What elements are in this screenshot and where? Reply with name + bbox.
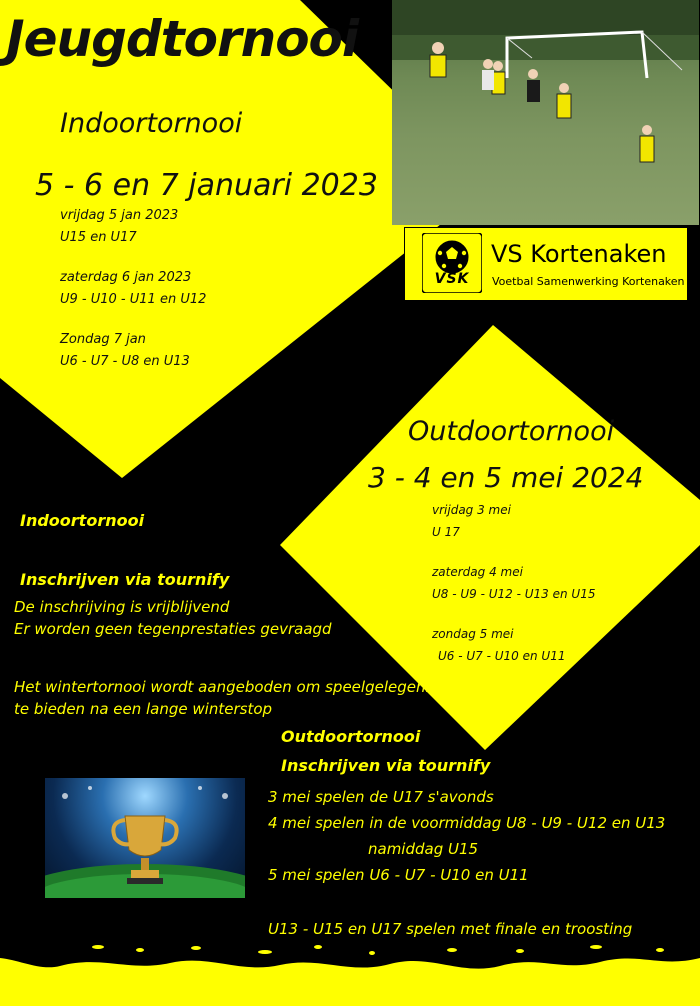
outdoor-dates: 3 - 4 en 5 mei 2024 xyxy=(368,461,644,494)
outdoor-info-line-3: namiddag U15 xyxy=(368,840,479,858)
club-subtitle: Voetbal Samenwerking Kortenaken xyxy=(492,275,685,288)
indoor-info-line-1: De inschrijving is vrijblijvend xyxy=(14,598,230,616)
indoor-schedule xyxy=(60,208,206,370)
indoor-info-lines xyxy=(14,596,332,640)
indoor-day-3: Zondag 7 jan xyxy=(60,332,146,347)
vsk-badge-text: VSK xyxy=(434,271,470,287)
poster-title: Jeugdtornooi xyxy=(6,10,359,68)
outdoor-info-line-1: 3 mei spelen de U17 s'avonds xyxy=(268,788,494,806)
outdoor-info-final: U13 - U15 en U17 spelen met finale en troosting xyxy=(268,920,633,938)
outdoor-heading: Outdoortornooi xyxy=(408,416,615,447)
indoor-heading: Indoortornooi xyxy=(60,108,243,139)
outdoor-schedule xyxy=(432,502,596,664)
outdoor-teams-1: U 17 xyxy=(432,525,460,539)
indoor-day-1: vrijdag 5 jan 2023 xyxy=(60,208,179,223)
club-name: VS Kortenaken xyxy=(491,240,667,268)
indoor-info-line-2: Er worden geen tegenprestaties gevraagd xyxy=(14,620,332,638)
indoor-info-note-1: Het wintertornooi wordt aangeboden om speelgelegenheid xyxy=(14,678,458,696)
indoor-info-note xyxy=(14,676,458,720)
indoor-day-2: zaterdag 6 jan 2023 xyxy=(60,270,192,285)
outdoor-info-line-2: 4 mei spelen in de voormiddag U8 - U9 - U12 en U13 xyxy=(268,814,666,832)
outdoor-info-line-4: 5 mei spelen U6 - U7 - U10 en U11 xyxy=(268,866,529,884)
outdoor-day-3: zondag 5 mei xyxy=(432,627,514,641)
outdoor-info-signup: Inschrijven via tournify xyxy=(281,756,491,775)
trophy-icon xyxy=(45,778,245,898)
outdoor-info-heading: Outdoortornooi xyxy=(281,727,421,746)
outdoor-info-lines xyxy=(268,784,665,888)
indoor-teams-1: U15 en U17 xyxy=(60,230,137,245)
outdoor-day-2: zaterdag 4 mei xyxy=(432,565,523,579)
indoor-info-heading: Indoortornooi xyxy=(20,511,145,530)
photo-illustration xyxy=(392,0,699,225)
indoor-dates: 5 - 6 en 7 januari 2023 xyxy=(35,168,378,203)
indoor-info-signup: Inschrijven via tournify xyxy=(20,570,230,589)
outdoor-day-1: vrijdag 3 mei xyxy=(432,503,511,517)
vsk-logo-box xyxy=(404,227,688,301)
outdoor-teams-3: U6 - U7 - U10 en U11 xyxy=(438,649,566,663)
indoor-teams-3: U6 - U7 - U8 en U13 xyxy=(60,354,190,369)
torn-paper-bottom xyxy=(0,958,700,1006)
indoor-teams-2: U9 - U10 - U11 en U12 xyxy=(60,292,207,307)
youth-football-photo xyxy=(392,0,699,225)
indoor-info-note-2: te bieden na een lange winterstop xyxy=(14,700,273,718)
outdoor-teams-2: U8 - U9 - U12 - U13 en U15 xyxy=(432,587,596,601)
trophy-stadium-image xyxy=(45,778,245,898)
